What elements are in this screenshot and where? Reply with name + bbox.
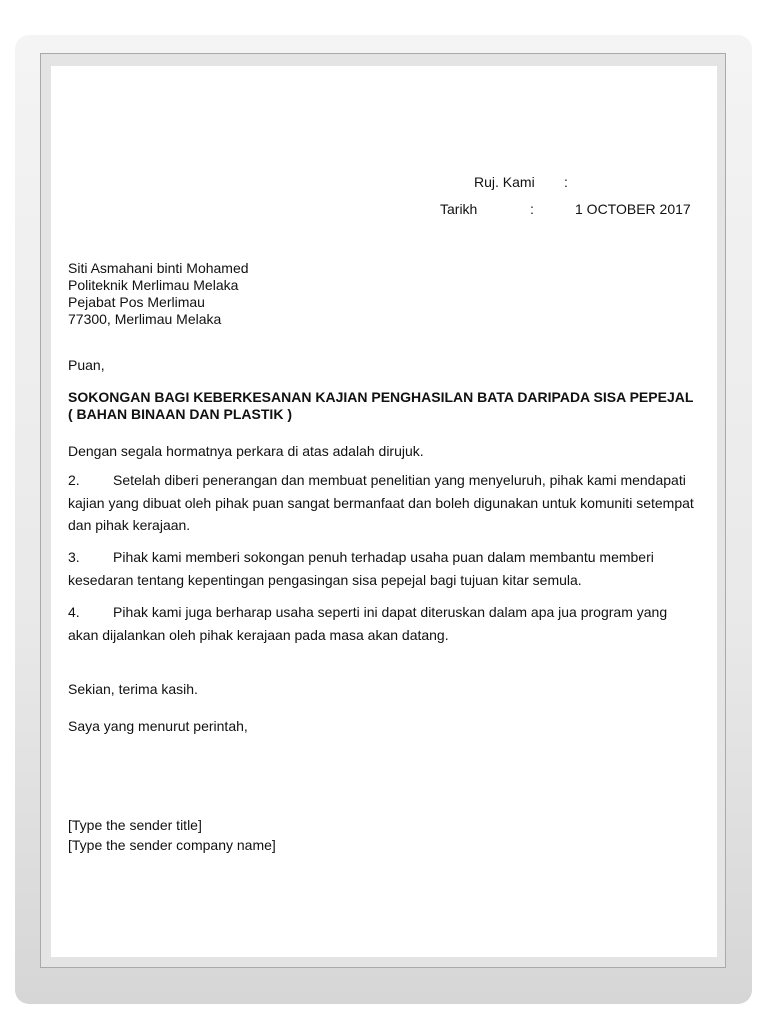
paragraph-text: Pihak kami juga berharap usaha seperti ini dapat diteruskan dalam apa jua program yang akan dijalankan oleh pihak kerajaan pada masa akan datang.	[68, 604, 668, 643]
opening-line: Dengan segala hormatnya perkara di atas adalah dirujuk.	[68, 443, 424, 459]
reference-label: Ruj. Kami	[474, 174, 535, 190]
salutation: Puan,	[68, 357, 105, 373]
recipient-institution: Politeknik Merlimau Melaka	[68, 277, 239, 293]
recipient-address	[68, 260, 249, 328]
paragraph-text: Setelah diberi penerangan dan membuat penelitian yang menyeluruh, pihak kami mendapati kajian yang dibuat oleh pihak puan sangat bermanfaat dan boleh digunakan untuk komuniti setempat dan pihak kerajaan.	[68, 472, 694, 533]
date-separator: :	[530, 201, 534, 217]
sender-title: [Type the sender title]	[68, 817, 202, 833]
subject-line-1: SOKONGAN BAGI KEBERKESANAN KAJIAN PENGHASILAN BATA DARIPADA SISA PEPEJAL	[68, 389, 694, 405]
recipient-postcode: 77300, Merlimau Melaka	[68, 311, 222, 327]
paragraph-2	[68, 469, 700, 537]
paragraph-4	[68, 601, 700, 646]
paragraph-number: 4.	[68, 604, 80, 620]
letter-page	[51, 66, 717, 957]
paragraph-number: 2.	[68, 472, 80, 488]
recipient-name: Siti Asmahani binti Mohamed	[68, 260, 249, 276]
recipient-postoffice: Pejabat Pos Merlimau	[68, 294, 205, 310]
paragraph-number: 3.	[68, 549, 80, 565]
sender-company: [Type the sender company name]	[68, 837, 276, 853]
date-value: 1 OCTOBER 2017	[575, 201, 691, 217]
date-label: Tarikh	[440, 201, 478, 217]
subject-line-2: ( BAHAN BINAAN DAN PLASTIK )	[68, 406, 292, 422]
closing-line: Sekian, terima kasih.	[68, 681, 198, 697]
reference-separator: :	[564, 174, 568, 190]
sign-off: Saya yang menurut perintah,	[68, 718, 248, 734]
paragraph-text: Pihak kami memberi sokongan penuh terhadap usaha puan dalam membantu memberi kesedaran tentang kepentingan pengasingan sisa pepejal bagi tujuan kitar semula.	[68, 549, 654, 588]
paragraph-3	[68, 546, 700, 591]
subject-heading	[68, 389, 693, 423]
